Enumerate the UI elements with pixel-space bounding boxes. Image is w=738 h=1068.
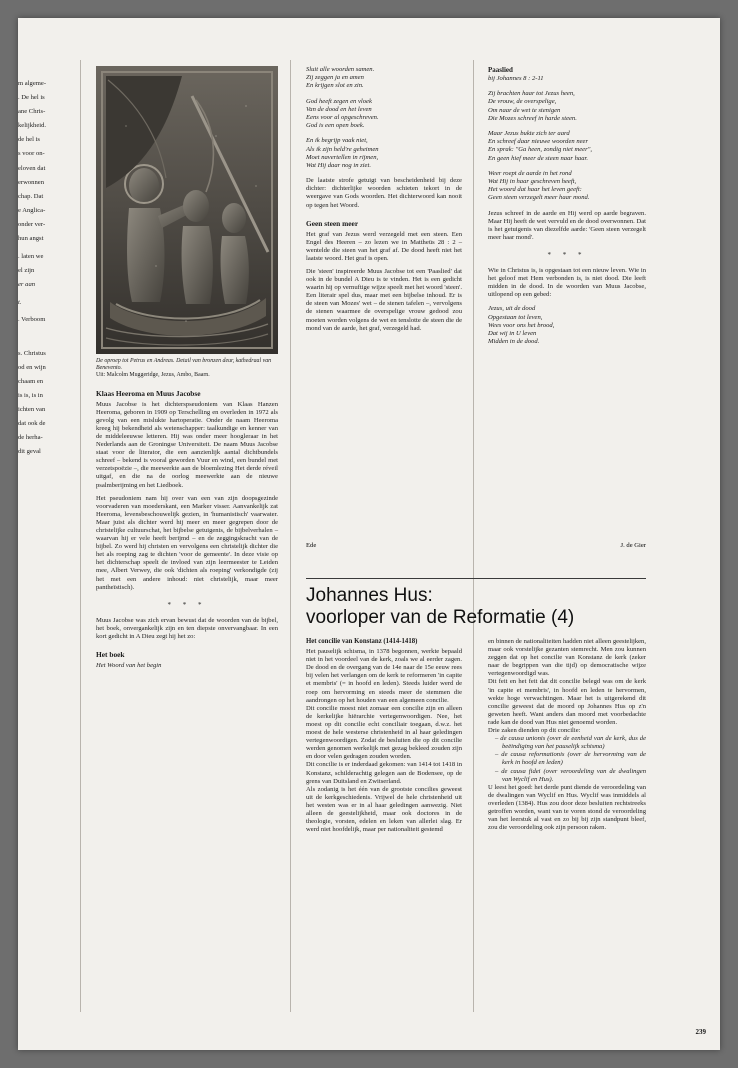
list-item: – de causa unionis (over de eenheid van de kerk, dus de beëindiging van het pauselijk schisma) <box>495 735 646 751</box>
poem-line: Wees voor ons het brood, <box>488 321 555 329</box>
poem-stanza <box>488 90 646 123</box>
text-line: kelijkheid. <box>18 122 47 130</box>
byline <box>96 542 646 549</box>
poem-line: Om naar de wet te stenigen <box>488 106 561 114</box>
poem-line: Zij zeggen ja en amen <box>306 74 364 82</box>
poem-line: Jezus, uit de dood <box>488 305 536 313</box>
poem-line: Het woord dat haar het leven geeft: <box>488 186 582 194</box>
paragraph: Dit feit en het feit dat dit concilie belegd was om de kerk 'in capite et membris', in hoofd en leden te hervormen, wekte hoge verwachtingen. Maar het is uitgerekend dit concilie geweest dat de moord op Johannes Hus op z'n geweten heeft. Want anders dan moord met voorbedachte rade kan de dood van Hus niet genoemd worden. <box>488 678 646 726</box>
article-heading-heeroma: Klaas Heeroma en Muus Jacobse <box>96 388 201 398</box>
text-line: e Anglica- <box>18 206 46 214</box>
text-line: ichten van <box>18 405 46 413</box>
poem-line: Sluit alle woorden samen. <box>306 66 375 73</box>
text-line: . De hel is <box>18 94 45 102</box>
paragraph: Jezus schreef in de aarde en Hij werd op aarde begraven. Maar Hij heeft de wet vervuld en de dood overwonnen. Dat is het getuigenis van diezelfde aarde: 'Geen steen verzegelt meer haar mond'. <box>488 209 646 241</box>
paragraph: De laatste strofe getuigt van bescheidenheid bij deze dichter: dichterlijke woorden schieten tekort in de weergave van Gods woorden. Het dichterwoord kan nooit op tegen het Woord. <box>306 177 462 209</box>
photo-caption-source: Uit: Malcolm Muggeridge, Jezus, Ambo, Baarn. <box>96 372 210 379</box>
poem-stanza <box>306 66 462 91</box>
text-line: dat ook de <box>18 420 46 428</box>
text-line: de hel is <box>18 136 40 144</box>
byline-author: J. de Gier <box>620 542 646 549</box>
poem-line: Opgestaan tot leven, <box>488 313 543 321</box>
poem-stanza <box>306 137 462 170</box>
poem-line: God is een open boek. <box>306 122 365 130</box>
poem-title: Het boek <box>96 650 125 660</box>
poem-line: Het Woord van het begin <box>96 662 162 670</box>
text-line: er aan <box>18 281 36 289</box>
text-line: de herha- <box>18 434 43 442</box>
article-title-line2: voorloper van de Reformatie (4) <box>306 607 575 628</box>
text-line: dit geval <box>18 448 41 456</box>
poem-line: En krijgen slot en zin. <box>306 82 364 90</box>
article2-column-one <box>306 638 462 834</box>
text-line: eloven dat <box>18 164 46 172</box>
paragraph: Het graf van Jezus werd verzegeld met een steen. Een Engel des Heeren – zo lezen we in Mattheüs 28 : 2 – wentelde die steen van het graf af. De dood heeft niet het laatste woord. Het graf is open. <box>306 230 462 262</box>
concilie-topics-list <box>488 735 646 784</box>
section-divider-stars: * * * <box>547 251 587 259</box>
text-line: ane Chris- <box>18 108 46 116</box>
section-heading-concilie: Het concilie van Konstanz (1414-1418) <box>306 638 418 645</box>
text-line: erwonnen <box>18 178 44 186</box>
poem-line: Die Mozes schreef in harde steen. <box>488 114 577 122</box>
magazine-page <box>18 18 720 1050</box>
poem-line: En schreef daar nieuwe woorden neer <box>488 138 589 146</box>
section-heading-geen-steen-meer: Geen steen meer <box>306 218 359 228</box>
article-title-line1: Johannes Hus: <box>306 585 433 606</box>
column-rule-1 <box>80 60 81 1012</box>
text-line: . laten we <box>18 253 44 261</box>
paragraph: Het pauselijk schisma, in 1378 begonnen, werkte bepaald niet in het voordeel van de kerk, zoals we al eerder zagen. De dood en de overgang van de 14e naar de 15e eeuw rees bij velen het verlangen om de kerk te reformeren 'in capite et membris' (= in hoofd en leden). Steeds luider werd de roep om hervorming en steeds meer de stemmen die aandrongen op het houden van een algemeen concilie. <box>306 648 462 704</box>
poem-line: Midden in de dood. <box>488 338 540 346</box>
poem-line: Dat wij in U leven <box>488 330 537 338</box>
author-signature: . Verboom <box>18 315 46 323</box>
poem-stanza <box>488 130 646 163</box>
poem-line: Als ik zijn held're geheimen <box>306 145 379 153</box>
text-line: el zijn <box>18 267 35 275</box>
paragraph: Als zodanig is het één van de grootste concilies geweest uit de kerkgeschiedenis. Vrijwel de hele christenheid uit het westen was er in al haar geledingen aanwezig. Niet alleen de geestelijkheid, maar ook doctores in de theologie, vorsten, edelen en leken van allerlei slag. Er werd niet hoofdelijk, maar per nationaliteit gestemd <box>306 785 462 834</box>
list-item: – de causa fidei (over veroordeling van de dwalingen van Wyclif en Hus). <box>495 767 646 783</box>
photo-caption <box>96 358 278 380</box>
section-divider-stars: * * * <box>167 600 207 609</box>
text-line: chaam en <box>18 377 44 385</box>
poem-line: Moet navertellen in rijmen, <box>306 153 379 161</box>
paragraph: Dit concilie is er inderdaad gekomen: van 1414 tot 1418 in Konstanz, schilderachtig gelegen aan de Bodensee, op de grens van Duitsland en Zwitserland. <box>306 761 462 785</box>
column-rule-3 <box>473 60 474 1012</box>
cutoff-left-column <box>18 80 70 462</box>
article2-column-two <box>488 638 646 832</box>
paragraph: Muus Jacobse is het dichterspseudoniem van Klaas Hanzen Heeroma, geboren in 1909 op Terschelling en overleden in 1972 als gevolg van een mislukte hartoperatie. Onder de naam Heeroma kreeg hij bekendheid als wetenschapper: taalkundige en kenner van de middeleeuwse letteren. Hij was onder meer hoogleraar in het Nederlands aan de Groningse Universiteit. De naam Muus Jacobse staat voor de literator, die een aanzienlijk aantal dichtbundels schreef – bekend is vooral geworden Vuur en wind, een bundel met verzetspoëzie –, die meewerkte aan de bloemlezing Het derde réveil uitgaf, en die na de oorlog meewerkte aan de nieuwe psalmberijming en het Liedboek. <box>96 400 278 489</box>
poem-stanza <box>488 305 646 346</box>
text-line: s. Christus <box>18 349 46 357</box>
list-item: – de causa reformationis (over de hervorming van de kerk in hoofd en leden) <box>495 751 646 767</box>
poem-line: Zij brachten haar tot Jezus heen, <box>488 90 575 98</box>
poem-line: Van de dood en het leven <box>306 105 372 113</box>
poem-title-paaslied: Paaslied <box>488 66 513 74</box>
poem-line: En ik begrijp vaak niet, <box>306 137 368 145</box>
poem-line: De vrouw, de overspelige, <box>488 98 557 106</box>
poem-line: En geen hief meer de steen naar haar. <box>488 154 588 162</box>
poem-stanza <box>306 98 462 131</box>
poem-line: Weer roept de aarde in het rond <box>488 169 572 177</box>
text-line: hun angst <box>18 235 44 243</box>
poem-line: Eens voor al opgeschreven. <box>306 114 379 122</box>
poem-line: Wat Hij daar nog in ziet. <box>306 162 371 170</box>
column-rule-2 <box>290 60 291 1012</box>
text-line: onder ver- <box>18 220 46 228</box>
photo-caption-text: De oproep tot Petrus en Andreas. Detail van bronzen deur, kathedraal van Benevento. <box>96 358 272 372</box>
text-line: chap. Dat <box>18 192 44 200</box>
text-line: m algeme- <box>18 80 47 87</box>
paragraph: Dit concilie moest niet zomaar een concilie zijn en alleen de kerkelijke hiërarchie vertegenwoordigen. Nee, het moest op dit concilie echt conciliair toegaan, d.w.z. het moest de hele westerse christenheid in al haar geledingen vertegenwoordigen. Zodat de besluiten die op dit concilie werden genomen werkelijk met gezag bekleed zouden zijn en door velen gedragen zouden worden. <box>306 704 462 761</box>
poem-stanza <box>488 170 646 203</box>
byline-place: Ede <box>306 542 317 549</box>
column-one <box>96 66 278 675</box>
header-rule <box>306 578 646 579</box>
page-number: 239 <box>695 1028 706 1036</box>
text-line: t. <box>18 299 22 307</box>
paragraph: Het pseudoniem nam hij over van een van zijn doopsgezinde voorvaderen van moederskant, een Marker visser. Aanvankelijk zat Heeroma, levensbeschouwelijk gezien, in 'humanistisch' vaarwater. Maar juist als dichter werd hij meer en meer gegrepen door de christelijke cultuurschat, het bijbelse getuigenis, de bijbelverhalen – waarvan hij er vele heeft berijmd – en de zeggingskracht van de bijbel. Zo werd hij christen en vervolgens een christelijk dichter die het als roeping zag te dichten 'voor de gemeente'. In deze visie op het dichterschap speelt de invloed van zijn leermeester te Leiden mee, Albert Verwey, die ook 'dichten als roeping' verkondigde (zij het met een andere inhoud: niet christelijk, maar meer pantheïstisch). <box>96 494 278 591</box>
text-line: s voor on- <box>18 150 45 158</box>
poem-line: Geen steen verzegelt meer haar mond. <box>488 194 590 202</box>
text-line: is is, is in <box>18 391 43 399</box>
poem-subtitle: bij Johannes 8 : 2-11 <box>488 75 544 83</box>
paragraph: U leest het goed: het derde punt diende de veroordeling van de dwalingen van Wyclif en Hus. Wyclif was inmiddels al overleden (1384). Hus zou door deze besluiten rechtstreeks getroffen worden, want van te voren stond de veroordeling van het leerstuk al vast en zo bij bij zijn standpunt bleef, zou die veroordeling ook zijn persoon raken. <box>488 783 646 832</box>
paragraph: en binnen de nationaliteiten hadden niet alleen geestelijken, maar ook vorstelijke gezanten stemrecht. Men zou kunnen zeggen dat op het concilie van Konstanz de kerk (zeker naar de begrippen van die tijd) op democratische wijze vertegenwoordigd was. <box>488 638 646 678</box>
poem-line: God heeft zegen en vloek <box>306 97 372 105</box>
article-title <box>306 585 646 629</box>
column-two <box>306 66 462 338</box>
paragraph: Die 'steen' inspireerde Muus Jacobse tot een 'Paaslied' dat ook in de bundel A Dieu is te vinden. Het is een gedicht waarin hij op vernuftige wijze speelt met het woord 'steen'. Een literair spel dus, maar met een bijbelse inhoud. Er is de steen van Mozes' wet – de stenen tafelen –, vervolgens de stenen waarmee de overspelige vrouw gedood zou moeten worden volgens de wet en tenslotte de steen die de mond van de aarde, het graf, verzegeld had. <box>306 267 462 332</box>
poem-line: Wat Hij in haar geschreven heeft, <box>488 178 577 186</box>
poem-line: En sprak: "Ga heen, zondig niet meer", <box>488 146 593 154</box>
text-line: od en wijn <box>18 363 46 371</box>
paragraph: Wie in Christus is, is opgestaan tot een nieuw leven. Wie in het geloof met Hem verbonden is, is niet dood. Die leeft midden in de dood. In de woorden van Muus Jacobse, uitlopend op een gebed: <box>488 267 646 299</box>
poem-line: Maar Jezus bukte zich ter aard <box>488 130 570 137</box>
list-intro: Drie zaken dienden op dit concilie: <box>488 727 581 735</box>
column-three <box>488 66 646 353</box>
paragraph: Muus Jacobse was zich ervan bewust dat de woorden van de bijbel, het boek, onvergankelijk zijn en ten diepste onvervangbaar. In een kort gedicht in A Dieu zegt hij het zo: <box>96 616 278 641</box>
article-header-hus <box>306 578 646 629</box>
relief-sculpture-photo <box>96 66 278 354</box>
